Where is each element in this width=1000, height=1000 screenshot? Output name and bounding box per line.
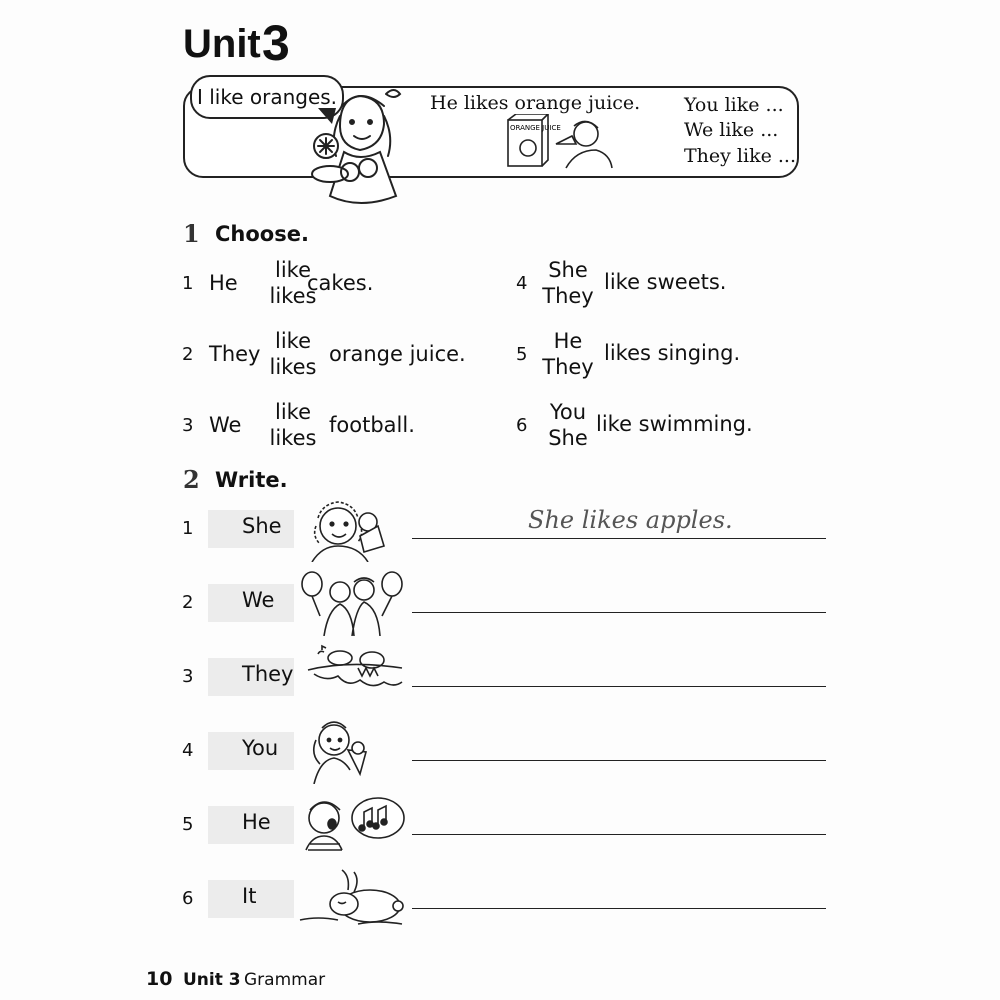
footer-section: Grammar — [244, 970, 326, 990]
boy-singing-illustration — [298, 792, 408, 858]
choose-item — [516, 399, 776, 455]
item-number: 3 — [182, 415, 194, 436]
choice-option[interactable]: like — [274, 400, 311, 424]
item-rest: cakes. — [307, 271, 374, 295]
girl-with-oranges-illustration — [300, 76, 430, 212]
write-row — [180, 874, 830, 934]
pattern-2: We like ... — [684, 119, 779, 141]
row-number: 4 — [182, 740, 194, 761]
row-number: 1 — [182, 518, 194, 539]
row-subject: It — [242, 884, 257, 908]
exercise-1-number: 1 — [183, 219, 200, 248]
example-answer: She likes apples. — [528, 506, 733, 534]
choice-option[interactable]: likes — [269, 284, 317, 308]
item-number: 1 — [182, 273, 194, 294]
choice-option[interactable]: You — [549, 400, 587, 424]
answer-line[interactable] — [412, 908, 826, 909]
speech-bubble: I like oranges. — [190, 75, 344, 119]
grammar-sentence: He likes orange juice. — [430, 92, 641, 114]
row-number: 2 — [182, 592, 194, 613]
girl-eating-apple-illustration — [298, 496, 408, 562]
row-number: 6 — [182, 888, 194, 909]
row-subject: They — [242, 662, 294, 686]
row-subject: She — [242, 514, 282, 538]
girls-with-rackets-illustration — [298, 570, 408, 636]
write-row — [180, 800, 830, 860]
exercise-2-title: Write. — [215, 468, 288, 492]
choice-option[interactable]: likes — [269, 355, 317, 379]
row-subject: He — [242, 810, 271, 834]
unit-number: 3 — [262, 15, 290, 71]
choose-item — [516, 328, 776, 384]
row-number: 5 — [182, 814, 194, 835]
choice-option[interactable]: She — [548, 426, 588, 450]
write-row — [180, 504, 830, 564]
write-row — [180, 578, 830, 638]
write-row — [180, 726, 830, 786]
boy-drinking-juice-illustration — [506, 114, 616, 170]
answer-line[interactable] — [412, 760, 826, 761]
item-rest: like swimming. — [596, 412, 753, 436]
item-rest: football. — [329, 413, 415, 437]
choice-option[interactable]: like — [274, 329, 311, 353]
sleeping-rabbit-illustration — [298, 866, 408, 932]
choose-item — [182, 399, 482, 455]
page-number: 10 — [146, 968, 173, 990]
answer-line[interactable] — [412, 686, 826, 687]
choose-item — [182, 257, 482, 313]
choice-stack — [538, 399, 598, 451]
unit-title: Unit — [183, 22, 261, 66]
choice-option[interactable]: She — [548, 258, 588, 282]
choice-stack — [538, 328, 598, 380]
exercise-2-number: 2 — [183, 465, 200, 494]
row-number: 3 — [182, 666, 194, 687]
item-rest: likes singing. — [604, 341, 741, 365]
exercise-1-title: Choose. — [215, 222, 309, 246]
answer-line[interactable] — [412, 612, 826, 613]
girl-with-ice-cream-illustration — [298, 718, 408, 784]
item-subject: We — [209, 413, 242, 437]
footer-unit: Unit 3 — [183, 970, 241, 990]
carton-label: ORANGE JUICE — [510, 124, 561, 132]
pattern-1: You like ... — [684, 94, 784, 116]
choice-stack — [268, 328, 318, 380]
item-number: 4 — [516, 273, 528, 294]
choice-stack — [268, 399, 318, 451]
row-subject: We — [242, 588, 275, 612]
item-rest: like sweets. — [604, 270, 727, 294]
write-row — [180, 652, 830, 712]
item-subject: They — [209, 342, 261, 366]
choice-option[interactable]: like — [274, 258, 311, 282]
choice-stack — [538, 257, 598, 309]
item-rest: orange juice. — [329, 342, 466, 366]
choose-item — [182, 328, 502, 384]
item-number: 5 — [516, 344, 528, 365]
choice-option[interactable]: They — [542, 284, 594, 308]
row-subject: You — [242, 736, 279, 760]
choose-item — [516, 257, 776, 313]
choice-option[interactable]: They — [542, 355, 594, 379]
answer-line[interactable] — [412, 834, 826, 835]
item-number: 2 — [182, 344, 194, 365]
pattern-3: They like ... — [684, 145, 796, 167]
choice-option[interactable]: likes — [269, 426, 317, 450]
choice-option[interactable]: He — [553, 329, 583, 353]
item-subject: He — [209, 271, 238, 295]
answer-line[interactable] — [412, 538, 826, 539]
item-number: 6 — [516, 415, 528, 436]
singing-birds-illustration — [298, 644, 408, 710]
